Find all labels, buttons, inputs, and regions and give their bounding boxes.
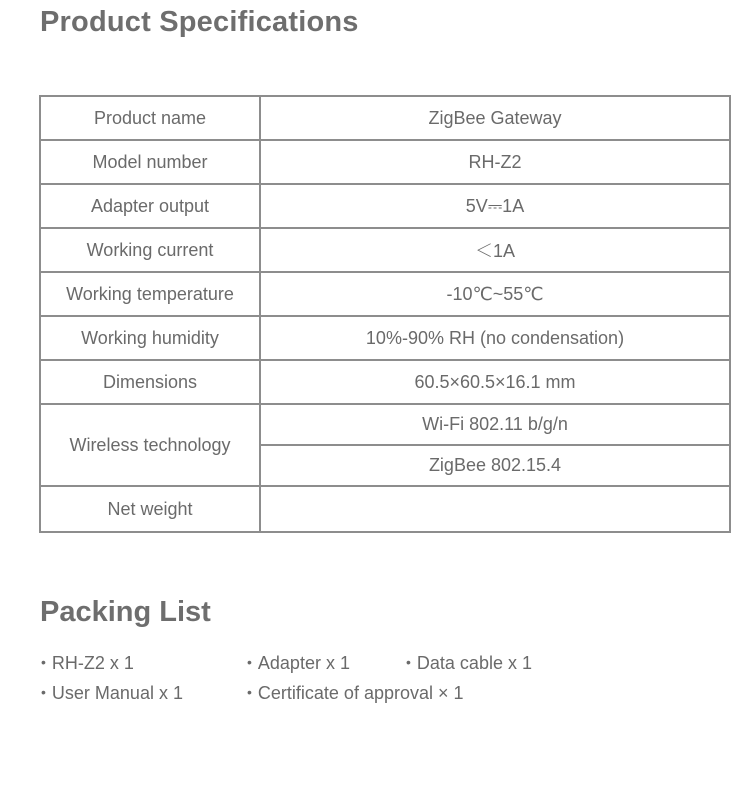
- spec-value: 5V⎓1A: [260, 184, 730, 228]
- list-item-text: Certificate of approval × 1: [257, 683, 464, 703]
- spec-label: Model number: [40, 140, 260, 184]
- packing-list-title: Packing List: [40, 596, 211, 628]
- table-row: [40, 96, 730, 140]
- table-row: [40, 140, 730, 184]
- list-item: [406, 653, 532, 674]
- list-item: [247, 653, 350, 674]
- spec-label: Wireless technology: [40, 404, 260, 486]
- list-item: [41, 683, 183, 704]
- table-row: [40, 404, 730, 445]
- page-title: Product Specifications: [40, 6, 359, 38]
- list-item-text: Data cable x 1: [416, 653, 532, 673]
- table-row: [40, 184, 730, 228]
- spec-label: Working current: [40, 228, 260, 272]
- spec-label: Working temperature: [40, 272, 260, 316]
- spec-value: ZigBee 802.15.4: [260, 445, 730, 486]
- spec-value: ZigBee Gateway: [260, 96, 730, 140]
- spec-label: Working humidity: [40, 316, 260, 360]
- spec-value: Wi-Fi 802.11 b/g/n: [260, 404, 730, 445]
- bullet-icon: •: [41, 684, 46, 700]
- table-row: [40, 360, 730, 404]
- table-row: [40, 486, 730, 532]
- spec-value: -10℃~55℃: [260, 272, 730, 316]
- bullet-icon: •: [247, 684, 252, 700]
- list-item: [247, 683, 464, 704]
- table-row: [40, 272, 730, 316]
- list-item: [41, 653, 134, 674]
- spec-value: ＜1A: [260, 228, 730, 272]
- table-row: [40, 228, 730, 272]
- spec-value: 10%-90% RH (no condensation): [260, 316, 730, 360]
- bullet-icon: •: [406, 654, 411, 670]
- spec-label: Net weight: [40, 486, 260, 532]
- spec-value: [260, 486, 730, 532]
- spec-label: Dimensions: [40, 360, 260, 404]
- specifications-table: [39, 95, 731, 533]
- table-row: [40, 316, 730, 360]
- bullet-icon: •: [41, 654, 46, 670]
- list-item-text: User Manual x 1: [51, 683, 183, 703]
- spec-value: 60.5×60.5×16.1 mm: [260, 360, 730, 404]
- spec-label: Product name: [40, 96, 260, 140]
- spec-value: RH-Z2: [260, 140, 730, 184]
- spec-label: Adapter output: [40, 184, 260, 228]
- list-item-text: RH-Z2 x 1: [51, 653, 134, 673]
- list-item-text: Adapter x 1: [257, 653, 350, 673]
- bullet-icon: •: [247, 654, 252, 670]
